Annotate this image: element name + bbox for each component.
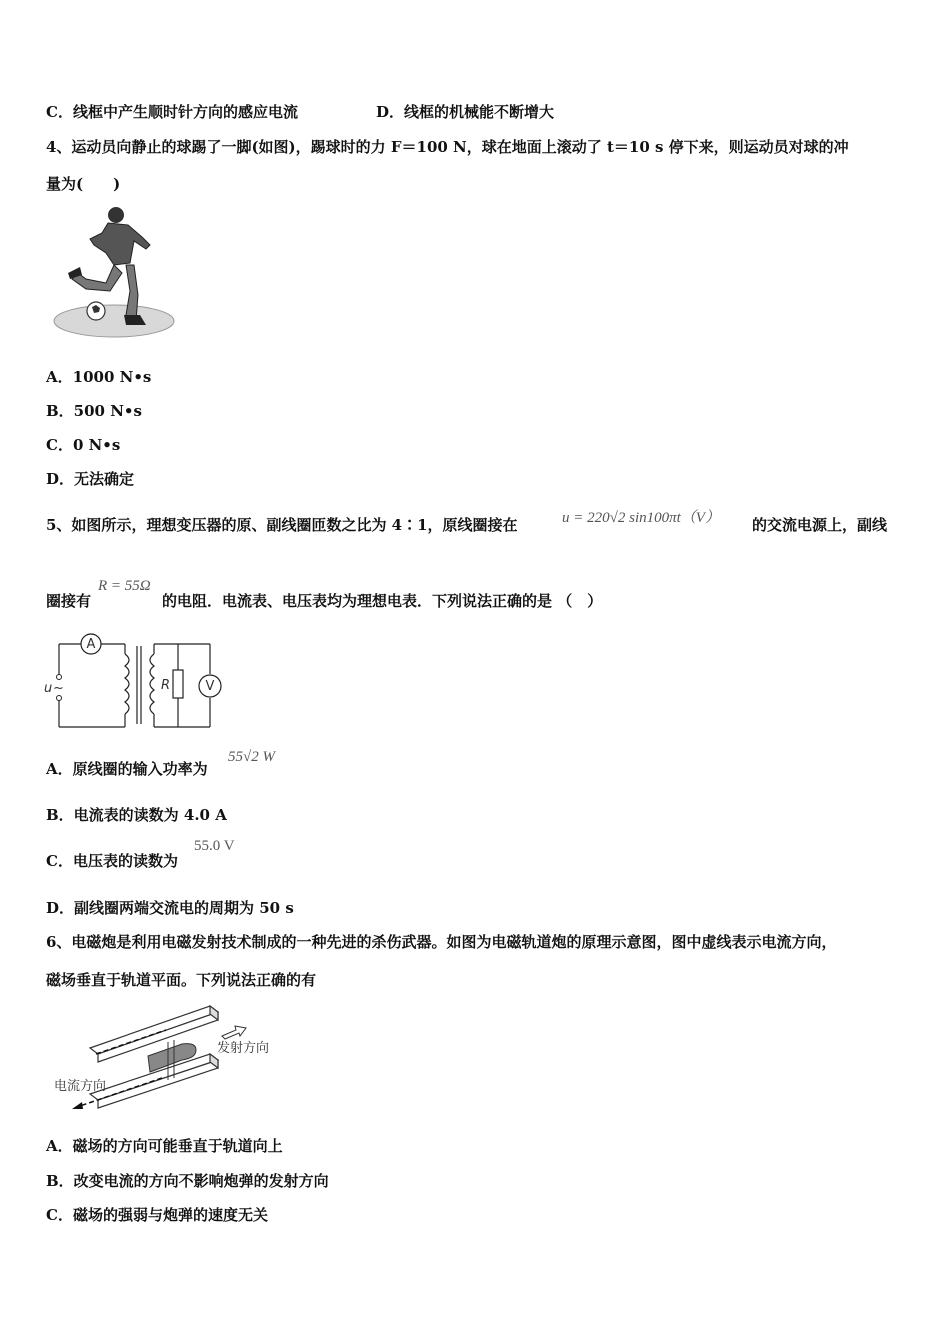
voltmeter-label: V: [205, 679, 215, 694]
resistor-label: R: [161, 678, 171, 693]
q6-option-c: C．磁场的强弱与炮弹的速度无关: [46, 1206, 268, 1224]
q5-option-c-formula: 55.0 V: [194, 838, 235, 854]
q5-option-c: C．电压表的读数为: [46, 852, 178, 870]
q4-option-c: C．0 N•s: [46, 436, 121, 454]
q5-resistor-formula: R = 55Ω: [98, 578, 151, 594]
q3-option-d: D．线框的机械能不断增大: [376, 103, 555, 121]
q4-option-a: A．1000 N•s: [46, 368, 152, 386]
q5-voltage-formula: u = 220√2 sin100πt（V）: [562, 510, 720, 526]
railgun-diagram: [50, 998, 290, 1122]
transformer-circuit-diagram: [40, 632, 230, 732]
launch-direction-label: 发射方向: [217, 1041, 270, 1056]
source-label: u: [44, 681, 53, 696]
q5-stem-part2: 的交流电源上，副线: [752, 516, 888, 534]
q4-option-d: D．无法确定: [46, 470, 135, 488]
q6-stem-line1: 6、电磁炮是利用电磁发射技术制成的一种先进的杀伤武器。如图为电磁轨道炮的原理示意图，图中虚线表示电流方向，: [46, 933, 837, 951]
q4-stem-line1: 4、运动员向静止的球踢了一脚(如图)，踢球时的力 F＝100 N，球在地面上滚动了 t＝10 s 停下来，则运动员对球的冲: [46, 138, 849, 156]
q6-option-b: B．改变电流的方向不影响炮弹的发射方向: [46, 1172, 329, 1190]
q5-option-a-formula: 55√2 W: [228, 749, 275, 765]
q4-option-b: B．500 N•s: [46, 402, 142, 420]
ammeter-label: A: [86, 637, 96, 652]
q5-stem-part1: 5、如图所示，理想变压器的原、副线圈匝数之比为 4∶1，原线圈接在: [46, 516, 518, 534]
q6-option-a: A．磁场的方向可能垂直于轨道向上: [46, 1137, 283, 1155]
q3-option-c: C．线框中产生顺时针方向的感应电流: [46, 103, 298, 121]
q5-stem-line2-part1: 圈接有: [46, 592, 92, 610]
q5-option-b: B．电流表的读数为 4.0 A: [46, 806, 227, 824]
q6-stem-line2: 磁场垂直于轨道平面。下列说法正确的有: [46, 971, 317, 989]
source-symbol: ~: [53, 681, 64, 696]
q5-option-a: A．原线圈的输入功率为: [46, 760, 208, 778]
q5-option-d: D．副线圈两端交流电的周期为 50 s: [46, 899, 294, 917]
current-direction-label: 电流方向: [54, 1079, 107, 1094]
q5-stem-line2-part2: 的电阻．电流表、电压表均为理想电表．下列说法正确的是 （ ）: [162, 592, 603, 610]
soccer-player-icon: [46, 203, 176, 343]
q4-stem-line2: 量为( ): [46, 175, 121, 193]
